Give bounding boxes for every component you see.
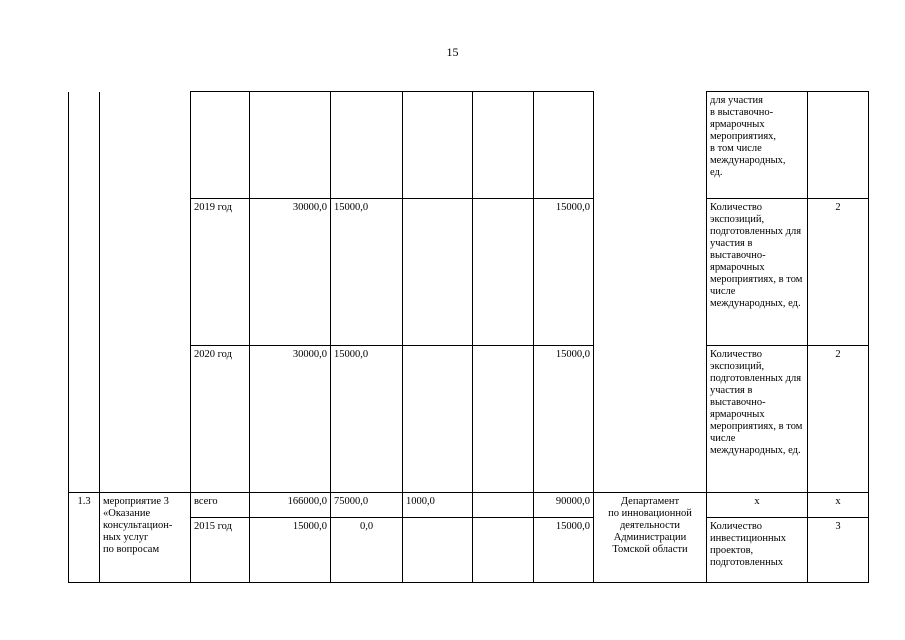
year-cell: 2020 год — [191, 346, 250, 493]
total-cell: 15000,0 — [250, 518, 331, 583]
indicator-cell: для участия в выставочно- ярмарочных мероприятиях, в том числе международных, ед. — [707, 92, 808, 199]
target-cell: 3 — [808, 518, 869, 583]
num-cell: 1.3 — [69, 493, 100, 583]
extra-cell: 15000,0 — [534, 346, 594, 493]
year-cell: 2015 год — [191, 518, 250, 583]
local-cell — [473, 518, 534, 583]
regional-cell: 1000,0 — [403, 493, 473, 518]
indicator-cell: Количество инвестиционных проектов, подготовленных — [707, 518, 808, 583]
table-row — [69, 493, 869, 518]
total-cell: 166000,0 — [250, 493, 331, 518]
program-table — [68, 91, 869, 583]
table-row — [69, 92, 869, 199]
extra-cell: 15000,0 — [534, 518, 594, 583]
federal-cell: 15000,0 — [331, 199, 403, 346]
regional-cell — [403, 518, 473, 583]
year-cell: 2019 год — [191, 199, 250, 346]
target-cell: х — [808, 493, 869, 518]
page-number: 15 — [446, 45, 459, 59]
indicator-cell: Количество экспозиций, подготовленных для участия в выставочно-ярмарочных мероприятиях, в том числе международных, ед. — [707, 346, 808, 493]
local-cell — [473, 493, 534, 518]
federal-cell: 75000,0 — [331, 493, 403, 518]
num-cell — [69, 92, 100, 493]
federal-cell: 15000,0 — [331, 346, 403, 493]
indicator-cell: х — [707, 493, 808, 518]
regional-cell — [403, 199, 473, 346]
extra-cell: 90000,0 — [534, 493, 594, 518]
target-cell: 2 — [808, 199, 869, 346]
total-cell: 30000,0 — [250, 199, 331, 346]
executor-cell — [594, 92, 707, 493]
regional-cell — [403, 346, 473, 493]
local-cell — [473, 199, 534, 346]
total-cell: 30000,0 — [250, 346, 331, 493]
name-cell: мероприятие 3 «Оказание консультацион- ных услуг по вопросам — [100, 493, 191, 583]
extra-cell: 15000,0 — [534, 199, 594, 346]
local-cell — [473, 346, 534, 493]
indicator-cell: Количество экспозиций, подготовленных для участия в выставочно-ярмарочных мероприятиях, в том числе международных, ед. — [707, 199, 808, 346]
target-cell: 2 — [808, 346, 869, 493]
executor-cell: Департамент по инновационной деятельности Администрации Томской области — [594, 493, 707, 583]
year-cell: всего — [191, 493, 250, 518]
federal-cell: 0,0 — [331, 518, 403, 583]
name-cell — [100, 92, 191, 493]
